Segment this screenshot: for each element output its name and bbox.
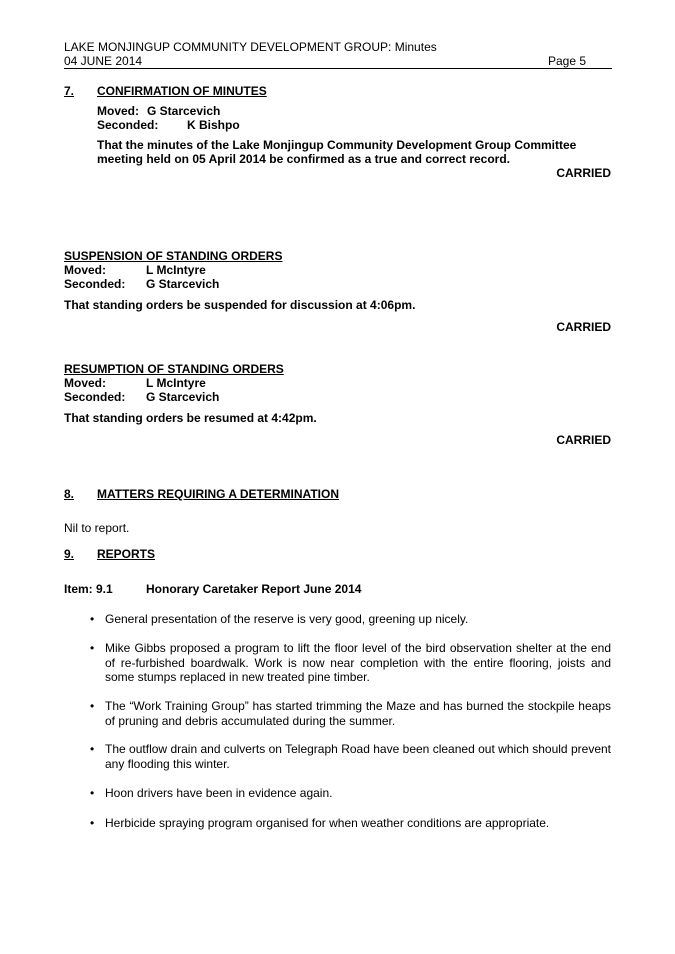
resumption-result: CARRIED [556,433,611,447]
page-number: Page 5 [548,54,587,68]
suspension-motion: That standing orders be suspended for discussion at 4:06pm. [64,298,416,312]
resumption-moved-label: Moved: [64,376,106,390]
section-7-motion-line-2: meeting held on 05 April 2014 be confirmed as a true and correct record. [97,152,511,166]
suspension-moved-name: L McIntyre [146,263,206,277]
item-title: Honorary Caretaker Report June 2014 [146,582,362,596]
section-9-number: 9. [64,547,75,561]
section-8-heading: MATTERS REQUIRING A DETERMINATION [97,487,339,501]
bullet-item-3: The “Work Training Group” has started trimming the Maze and has burned the stockpile heaps of pruning and debris accumulated during the summer. [105,699,611,728]
section-7-number: 7. [64,84,75,98]
resumption-seconded-name: G Starcevich [146,390,220,404]
bullet-marker: • [90,816,95,830]
section-7-result: CARRIED [556,166,611,180]
suspension-seconded-name: G Starcevich [146,277,220,291]
section-7-heading: CONFIRMATION OF MINUTES [97,84,267,98]
suspension-result: CARRIED [556,320,611,334]
resumption-motion: That standing orders be resumed at 4:42pm. [64,411,317,425]
section-7-seconded-label: Seconded: [97,118,159,132]
section-8-number: 8. [64,487,75,501]
bullet-marker: • [90,612,95,626]
resumption-heading: RESUMPTION OF STANDING ORDERS [64,362,284,376]
resumption-moved-name: L McIntyre [146,376,206,390]
bullet-marker: • [90,641,95,655]
header-date: 04 JUNE 2014 [64,54,143,68]
resumption-seconded-label: Seconded: [64,390,126,404]
section-7-motion-line-1: That the minutes of the Lake Monjingup Community Development Group Committee [97,138,577,152]
bullet-item-6: Herbicide spraying program organised for when weather conditions are appropriate. [105,816,550,830]
bullet-item-2: Mike Gibbs proposed a program to lift the floor level of the bird observation shelter at the end of re-furbished boardwalk. Work is now near completion with the entire flooring, joists and some stumps replaced in new treated pine timber. [105,641,611,684]
section-7-moved-label: Moved: [97,104,139,118]
item-label: Item: 9.1 [64,582,113,596]
bullet-marker: • [90,786,95,800]
section-9-heading: REPORTS [97,547,156,561]
bullet-item-4: The outflow drain and culverts on Telegraph Road have been cleaned out which should prevent any flooding this winter. [105,742,611,771]
suspension-seconded-label: Seconded: [64,277,126,291]
header-divider [64,68,612,69]
bullet-marker: • [90,742,95,756]
bullet-item-5: Hoon drivers have been in evidence again. [105,786,333,800]
header-title: LAKE MONJINGUP COMMUNITY DEVELOPMENT GROUP: Minutes [64,40,437,54]
section-7-seconded-name: K Bishpo [187,118,240,132]
bullet-item-1: General presentation of the reserve is very good, greening up nicely. [105,612,469,626]
bullet-marker: • [90,699,95,713]
section-7-moved-name: G Starcevich [147,104,221,118]
suspension-heading: SUSPENSION OF STANDING ORDERS [64,249,283,263]
section-8-body: Nil to report. [64,521,130,535]
suspension-moved-label: Moved: [64,263,106,277]
